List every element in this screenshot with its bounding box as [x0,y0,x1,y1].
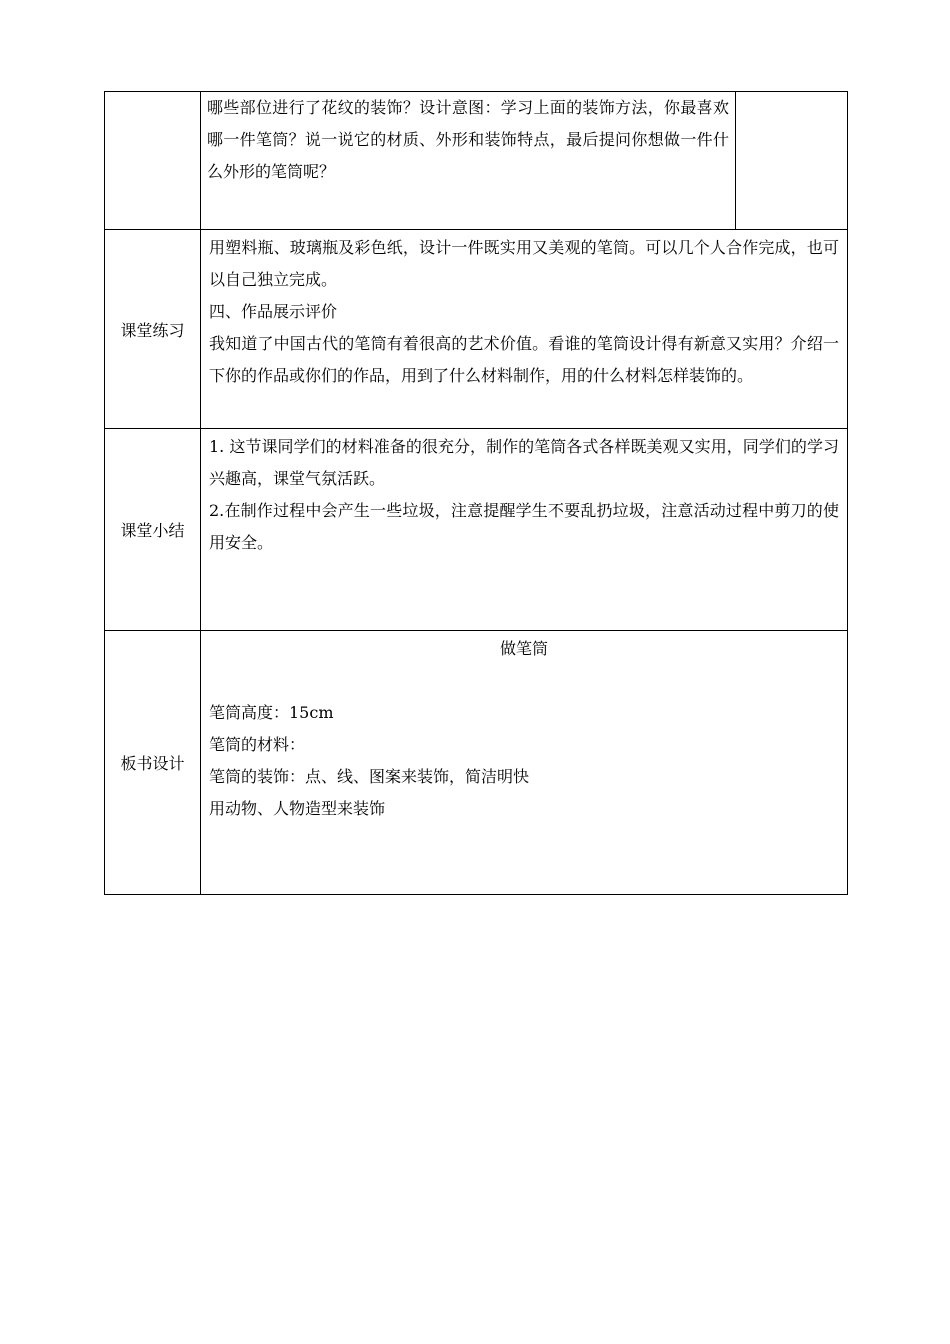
blackboard-title: 做笔筒 [499,639,548,658]
table-row-design-intent [105,92,848,230]
content-cell [201,92,736,230]
lesson-plan-table [104,91,848,895]
content-cell [201,429,848,631]
row-label-blackboard-design: 板书设计 [105,631,201,895]
blackboard-line: 笔筒高度：15cm [209,703,334,722]
content-paragraph: 用塑料瓶、玻璃瓶及彩色纸，设计一件既实用又美观的笔筒。可以几个人合作完成，也可以自己独立完成。 [209,238,839,289]
content-cell [201,230,848,429]
row-label-classroom-practice: 课堂练习 [105,230,201,429]
content-cell [201,631,848,895]
spacer [209,665,839,697]
content-paragraph: 1. 这节课同学们的材料准备的很充分，制作的笔筒各式各样既美观又实用，同学们的学习兴趣高，课堂气氛活跃。 [209,437,839,488]
content-paragraph: 哪些部位进行了花纹的装饰？设计意图：学习上面的装饰方法，你最喜欢哪一件笔筒？说一说它的材质、外形和装饰特点，最后提问你想做一件什么外形的笔筒呢？ [207,98,729,181]
content-heading: 四、作品展示评价 [209,302,338,321]
row-label-classroom-summary: 课堂小结 [105,429,201,631]
empty-cell [736,92,848,230]
table-row-classroom-summary [105,429,848,631]
content-paragraph: 2.在制作过程中会产生一些垃圾，注意提醒学生不要乱扔垃圾，注意活动过程中剪刀的使用安全。 [209,501,839,552]
table-row-blackboard-design [105,631,848,895]
table-row-classroom-practice [105,230,848,429]
content-paragraph: 我知道了中国古代的笔筒有着很高的艺术价值。看谁的笔筒设计得有新意又实用？介绍一下你的作品或你们的作品，用到了什么材料制作，用的什么材料怎样装饰的。 [209,334,839,385]
blackboard-line: 用动物、人物造型来装饰 [209,799,386,818]
row-label [105,92,201,230]
blackboard-line: 笔筒的材料： [209,735,306,754]
blackboard-line: 笔筒的装饰：点、线、图案来装饰，简洁明快 [209,767,530,786]
